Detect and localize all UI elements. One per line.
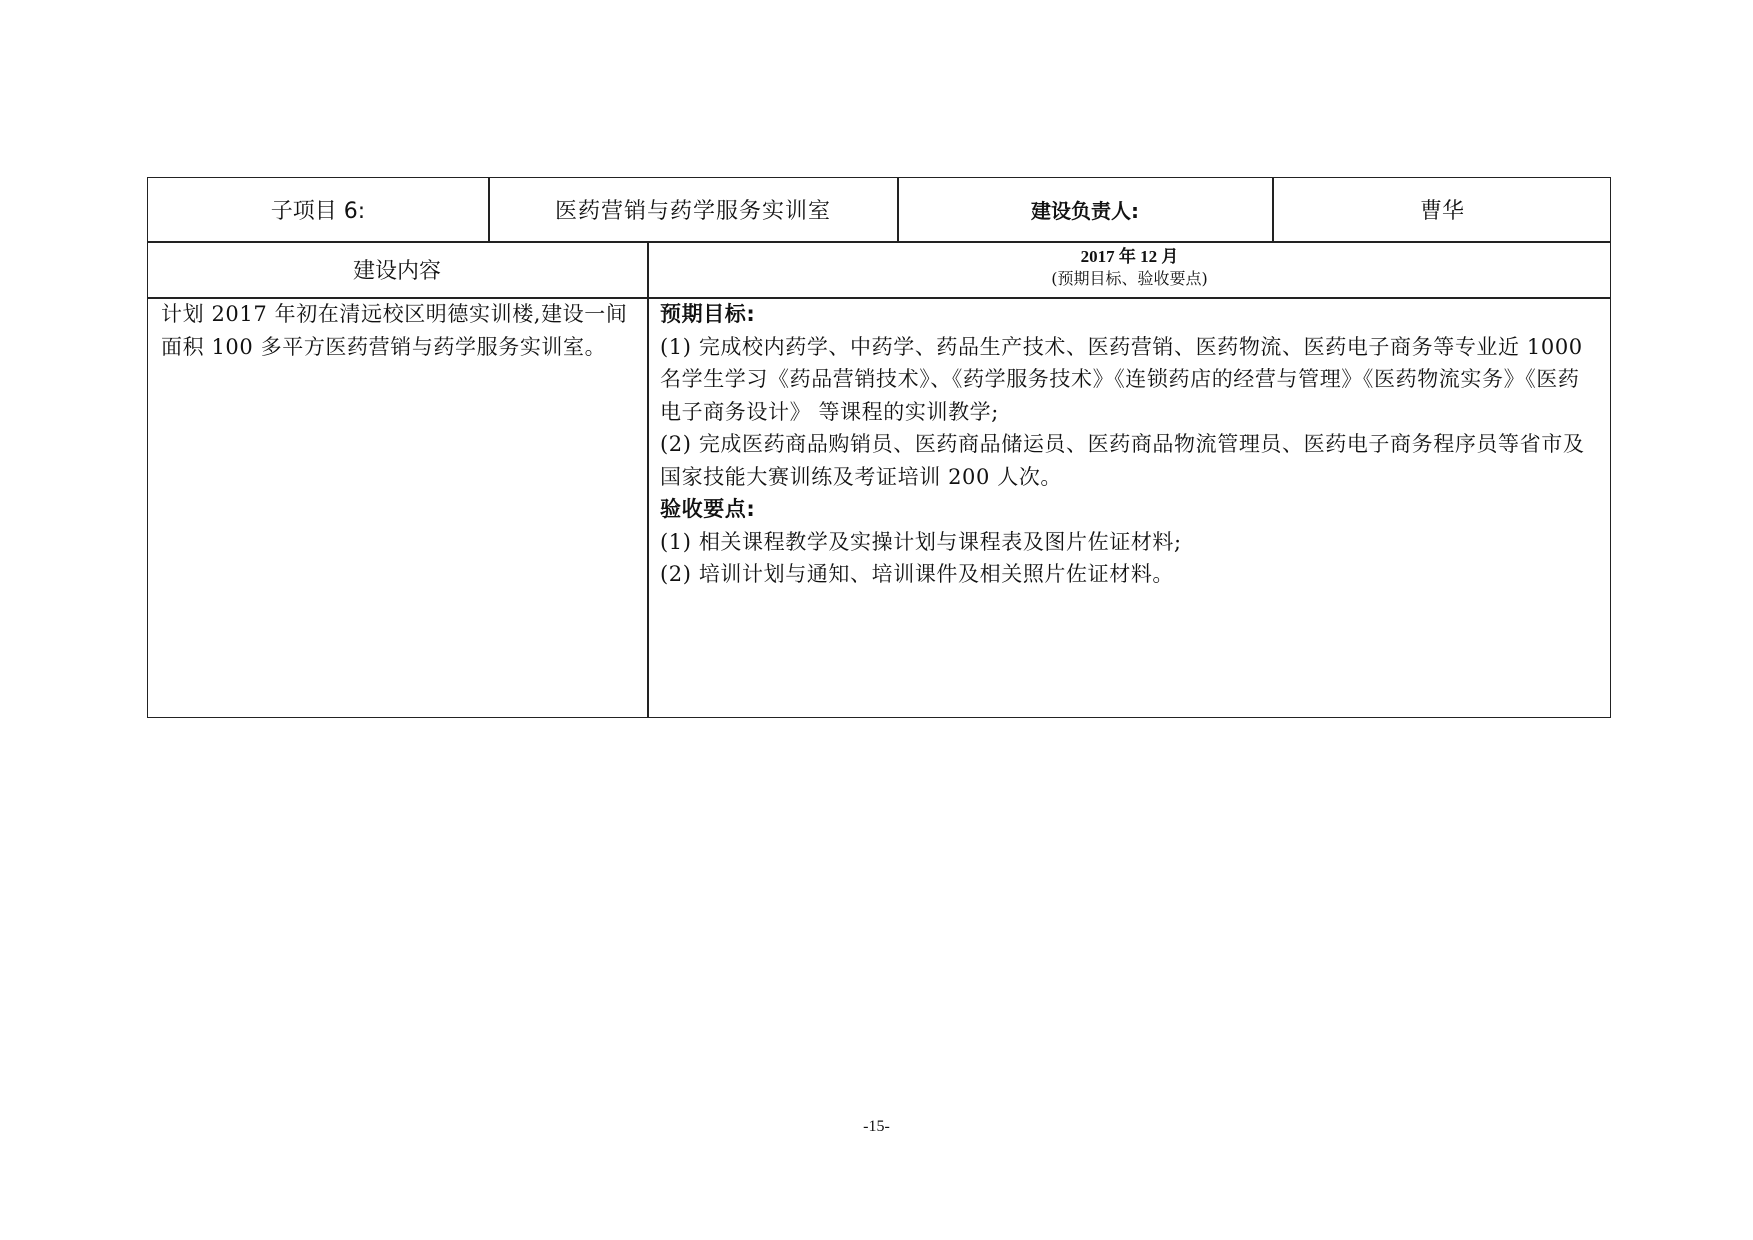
acceptance-item: (1) 相关课程教学及实操计划与课程表及图片佐证材料;: [660, 529, 1182, 554]
acceptance-title: 验收要点:: [660, 497, 756, 521]
owner-label: 建设负责人:: [1031, 198, 1139, 223]
subproject-name: 医药营销与药学服务实训室: [554, 198, 831, 224]
owner-name: 曹华: [1419, 198, 1464, 224]
page-number: -15-: [863, 1118, 890, 1135]
col-divider-body: [647, 241, 649, 718]
subproject-label: 子项目 6:: [270, 198, 366, 224]
goals-section: [660, 298, 1600, 591]
acceptance-item: (2) 培训计划与通知、培训课件及相关照片佐证材料。: [660, 562, 1175, 586]
goal-item: (1) 完成校内药学、中药学、药品生产技术、医药营销、医药物流、医药电子商务等专业近 1000 名学生学习《药品营销技术》、《药学服务技术》《连锁药店的经营与管理》《医药物流实务》《医药电子商务设计》 等课程的实训教学;: [660, 334, 1583, 424]
goal-item: (2) 完成医药商品购销员、医药商品储运员、医药商品物流管理员、医药电子商务程序员等省市及国家技能大赛训练及考证培训 200 人次。: [660, 432, 1585, 489]
content-column-header: 建设内容: [352, 259, 441, 284]
goals-title: 预期目标:: [660, 302, 756, 326]
date-header: 2017 年 12 月: [1080, 247, 1179, 266]
date-subheader: (预期目标、验收要点): [1051, 269, 1208, 288]
date-column-header: [648, 242, 1611, 297]
plan-description: 计划 2017 年初在清远校区明德实训楼,建设一间面积 100 多平方医药营销与药学服务实训室。: [161, 302, 628, 359]
